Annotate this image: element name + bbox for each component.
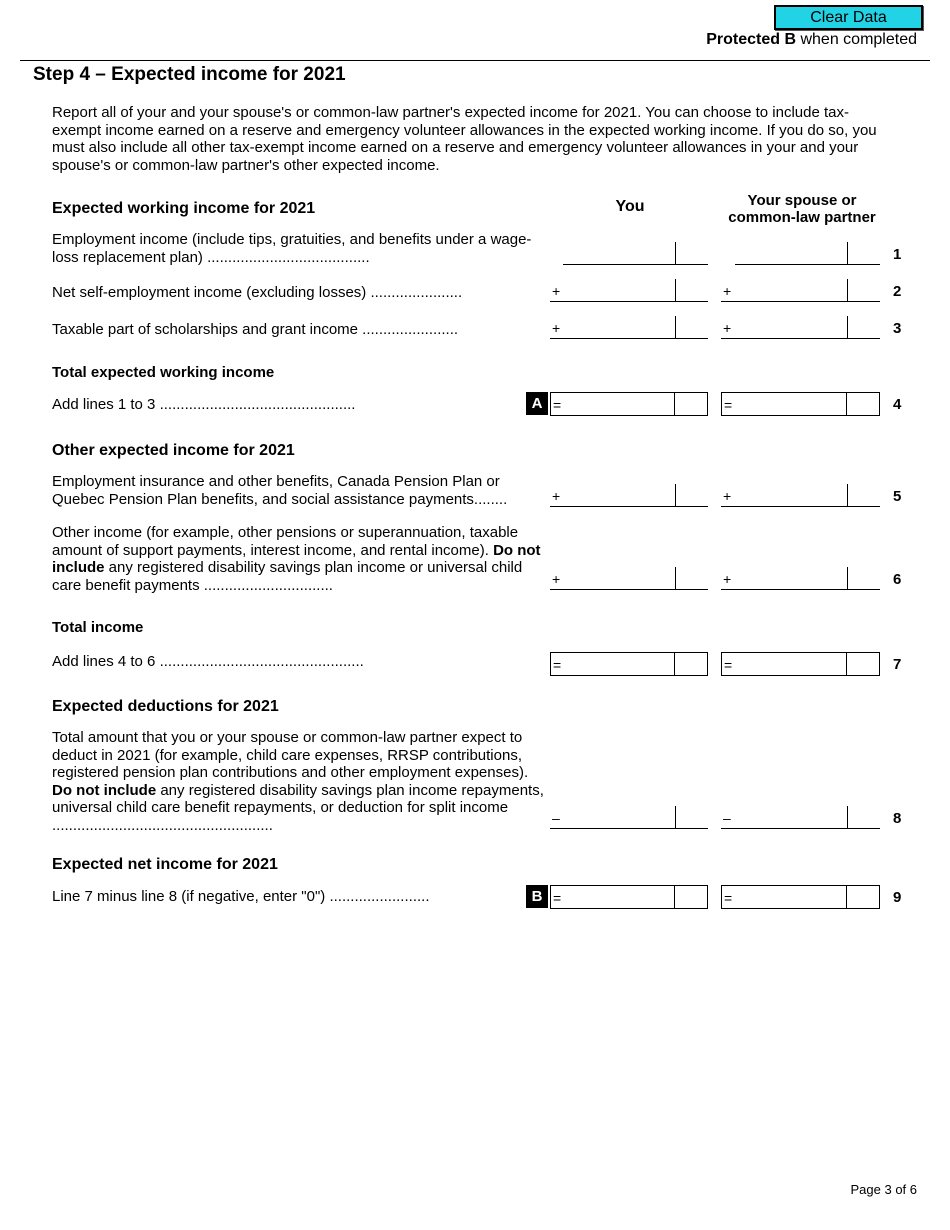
sign: + <box>552 283 561 299</box>
line-7-spouse-input[interactable] <box>721 652 880 676</box>
sign: = <box>553 657 562 673</box>
section-total-working: Total expected working income <box>52 364 275 381</box>
line-8-label <box>52 729 552 834</box>
sign: – <box>552 810 560 826</box>
cents-divider <box>847 242 848 264</box>
label-bold: Do not include <box>52 541 541 576</box>
cents-divider <box>846 653 847 675</box>
label-bold: Do not include <box>52 781 157 799</box>
sign: = <box>724 657 733 673</box>
column-you: You <box>615 198 645 215</box>
intro-text: Report all of your and your spouse's or common-law partner's expected income for 2021. You can choose to include tax-exempt income earned on a reserve and emergency volunteer allowances in the expected working income. If you do so, you must also include all other tax-exempt income earned on a reserve and emergency volunteer allowances in your and your spouse's or common-law partner's other expected income. <box>52 104 877 174</box>
sign: = <box>724 397 733 413</box>
cents-divider <box>674 653 675 675</box>
line-5-label <box>52 473 552 508</box>
line-number: 2 <box>893 283 902 300</box>
divider <box>20 60 930 61</box>
section-net: Expected net income for 2021 <box>52 856 278 873</box>
sign: + <box>723 283 732 299</box>
sign: = <box>724 890 733 906</box>
line-9-spouse-input[interactable] <box>721 885 880 909</box>
cents-divider <box>674 393 675 415</box>
sign: + <box>723 320 732 336</box>
cents-divider <box>675 279 676 301</box>
cents-divider <box>675 242 676 264</box>
sign: + <box>552 488 561 504</box>
protected-rest: when completed <box>796 31 917 48</box>
section-working: Expected working income for 2021 <box>52 200 316 217</box>
sign: = <box>553 397 562 413</box>
line-number: 6 <box>893 571 902 588</box>
line-number: 7 <box>893 656 902 673</box>
line-3-spouse-input[interactable] <box>721 316 880 339</box>
line-9-you-input[interactable] <box>550 885 708 909</box>
cents-divider <box>675 316 676 338</box>
label-text: Total amount that you or your spouse or common-law partner expect to deduct in 2021 (for example, child care expenses, RRSP contributions, registered pension plan contributions and other employment expenses). <box>52 729 529 781</box>
cents-divider <box>675 484 676 506</box>
line-7-you-input[interactable] <box>550 652 708 676</box>
line-number: 4 <box>893 396 902 413</box>
line-tag-B: B <box>526 885 548 908</box>
label-text: Employment insurance and other benefits, Canada Pension Plan or Quebec Pension Plan benefits, and social assistance payments........ <box>52 473 508 508</box>
cents-divider <box>847 279 848 301</box>
label-text-post: any registered disability savings plan income repayments, universal child care benefit repayments, or deduction for split income ..................................................... <box>52 781 544 834</box>
label-text: Employment income (include tips, gratuities, and benefits under a wage-loss replacement plan) ....................................... <box>52 231 532 266</box>
page-number: Page 3 of 6 <box>850 1182 917 1197</box>
label-text: Line 7 minus line 8 (if negative, enter "0") ........................ <box>52 888 430 905</box>
label-text: Add lines 1 to 3 ............................................... <box>52 396 356 413</box>
line-4-you-input[interactable] <box>550 392 708 416</box>
label-text: Net self-employment income (excluding losses) ...................... <box>52 284 463 301</box>
label-text: Add lines 4 to 6 ................................................. <box>52 653 364 670</box>
line-5-you-input[interactable] <box>550 484 708 507</box>
line-number: 9 <box>893 889 902 906</box>
line-number: 5 <box>893 488 902 505</box>
line-4-label <box>52 396 552 414</box>
protected-notice <box>706 31 917 49</box>
cents-divider <box>846 886 847 908</box>
line-tag-A: A <box>526 392 548 415</box>
line-number: 3 <box>893 320 902 337</box>
section-total-income: Total income <box>52 619 144 636</box>
cents-divider <box>674 886 675 908</box>
column-spouse: Your spouse or common-law partner <box>728 192 876 226</box>
line-6-you-input[interactable] <box>550 567 708 590</box>
line-number: 8 <box>893 810 902 827</box>
label-text: Taxable part of scholarships and grant income ....................... <box>52 321 459 338</box>
line-3-label <box>52 321 552 339</box>
cents-divider <box>846 393 847 415</box>
cents-divider <box>847 806 848 828</box>
line-8-spouse-input[interactable] <box>721 806 880 829</box>
cents-divider <box>675 806 676 828</box>
label-text-post: any registered disability savings plan income or universal child care benefit payments ............................... <box>52 559 523 594</box>
line-1-label <box>52 231 532 266</box>
line-number: 1 <box>893 246 902 263</box>
section-other: Other expected income for 2021 <box>52 442 295 459</box>
cents-divider <box>847 316 848 338</box>
sign: = <box>553 890 562 906</box>
page-title: Step 4 – Expected income for 2021 <box>33 64 346 85</box>
line-6-label <box>52 524 552 594</box>
line-6-spouse-input[interactable] <box>721 567 880 590</box>
line-3-you-input[interactable] <box>550 316 708 339</box>
sign: + <box>552 320 561 336</box>
cents-divider <box>847 567 848 589</box>
line-2-spouse-input[interactable] <box>721 279 880 302</box>
cents-divider <box>847 484 848 506</box>
sign: + <box>552 571 561 587</box>
label-text: Other income (for example, other pensions or superannuation, taxable amount of support payments, interest income, and rental income). <box>52 524 519 559</box>
cents-divider <box>675 567 676 589</box>
line-9-label <box>52 888 552 906</box>
section-deductions: Expected deductions for 2021 <box>52 698 279 715</box>
line-4-spouse-input[interactable] <box>721 392 880 416</box>
clear-data-button[interactable]: Clear Data <box>774 5 923 30</box>
protected-bold: Protected B <box>706 31 797 48</box>
line-2-you-input[interactable] <box>550 279 708 302</box>
line-2-label <box>52 284 552 302</box>
line-7-label <box>52 653 552 671</box>
line-5-spouse-input[interactable] <box>721 484 880 507</box>
sign: + <box>723 571 732 587</box>
line-8-you-input[interactable] <box>550 806 708 829</box>
sign: – <box>723 810 731 826</box>
line-1-spouse-input[interactable] <box>735 242 880 265</box>
line-1-you-input[interactable] <box>563 242 708 265</box>
sign: + <box>723 488 732 504</box>
